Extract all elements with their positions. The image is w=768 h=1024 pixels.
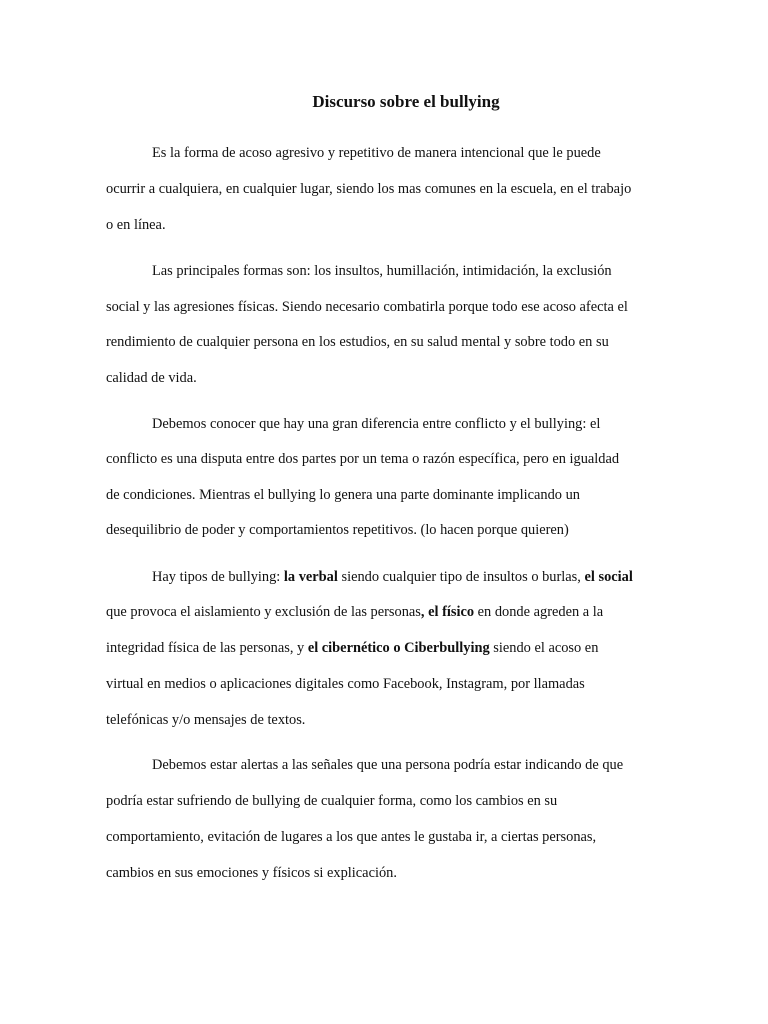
paragraph-3-line-3: de condiciones. Mientras el bullying lo genera una parte dominante implicando un xyxy=(106,487,580,503)
paragraph-1-line-1: Es la forma de acoso agresivo y repetitivo de manera intencional que le puede xyxy=(152,145,601,161)
paragraph-2-line-2: social y las agresiones físicas. Siendo necesario combatirla porque todo ese acoso afecta el xyxy=(106,299,628,315)
text-run: Hay tipos de bullying: xyxy=(152,569,284,585)
bold-term-verbal: la verbal xyxy=(283,569,338,585)
text-run: que provoca el aislamiento y exclusión de las personas xyxy=(106,604,421,620)
bold-term-cibernetico: el cibernético o Ciberbullying xyxy=(307,640,490,656)
text-run: siendo cualquier tipo de insultos o burlas, xyxy=(337,569,585,585)
paragraph-4-line-1 xyxy=(152,567,633,587)
paragraph-3-line-1: Debemos conocer que hay una gran diferencia entre conflicto y el bullying: el xyxy=(152,416,601,432)
paragraph-3-line-2: conflicto es una disputa entre dos partes por un tema o razón específica, pero en igualdad xyxy=(106,451,620,467)
paragraph-5-line-2: podría estar sufriendo de bullying de cualquier forma, como los cambios en su xyxy=(106,793,558,809)
paragraph-3-line-4: desequilibrio de poder y comportamientos repetitivos. (lo hacen porque quieren) xyxy=(106,522,569,538)
paragraph-4-line-3 xyxy=(106,638,598,658)
text-run: siendo el acoso en xyxy=(489,640,599,656)
bold-term-social: el social xyxy=(584,569,633,585)
paragraph-1-line-3: o en línea. xyxy=(106,217,166,233)
paragraph-1-line-2: ocurrir a cualquiera, en cualquier lugar, siendo los mas comunes en la escuela, en el trabajo xyxy=(106,181,632,197)
paragraph-5-line-1: Debemos estar alertas a las señales que una persona podría estar indicando de que xyxy=(152,757,624,773)
document-title: Discurso sobre el bullying xyxy=(312,92,500,111)
paragraph-4-line-5: telefónicas y/o mensajes de textos. xyxy=(106,712,306,728)
paragraph-5-line-4: cambios en sus emociones y físicos si explicación. xyxy=(106,865,397,881)
text-run: en donde agreden a la xyxy=(474,604,604,620)
paragraph-2-line-1: Las principales formas son: los insultos, humillación, intimidación, la exclusión xyxy=(152,263,612,279)
paragraph-2-line-3: rendimiento de cualquier persona en los estudios, en su salud mental y sobre todo en su xyxy=(106,334,609,350)
paragraph-5-line-3: comportamiento, evitación de lugares a los que antes le gustaba ir, a ciertas personas, xyxy=(106,829,597,845)
paragraph-4-line-4: virtual en medios o aplicaciones digitales como Facebook, Instagram, por llamadas xyxy=(106,676,585,692)
paragraph-4-line-2 xyxy=(106,602,603,622)
text-run: integridad física de las personas, y xyxy=(106,640,308,656)
bold-term-fisico: , el físico xyxy=(420,604,475,620)
paragraph-2-line-4: calidad de vida. xyxy=(106,370,197,386)
